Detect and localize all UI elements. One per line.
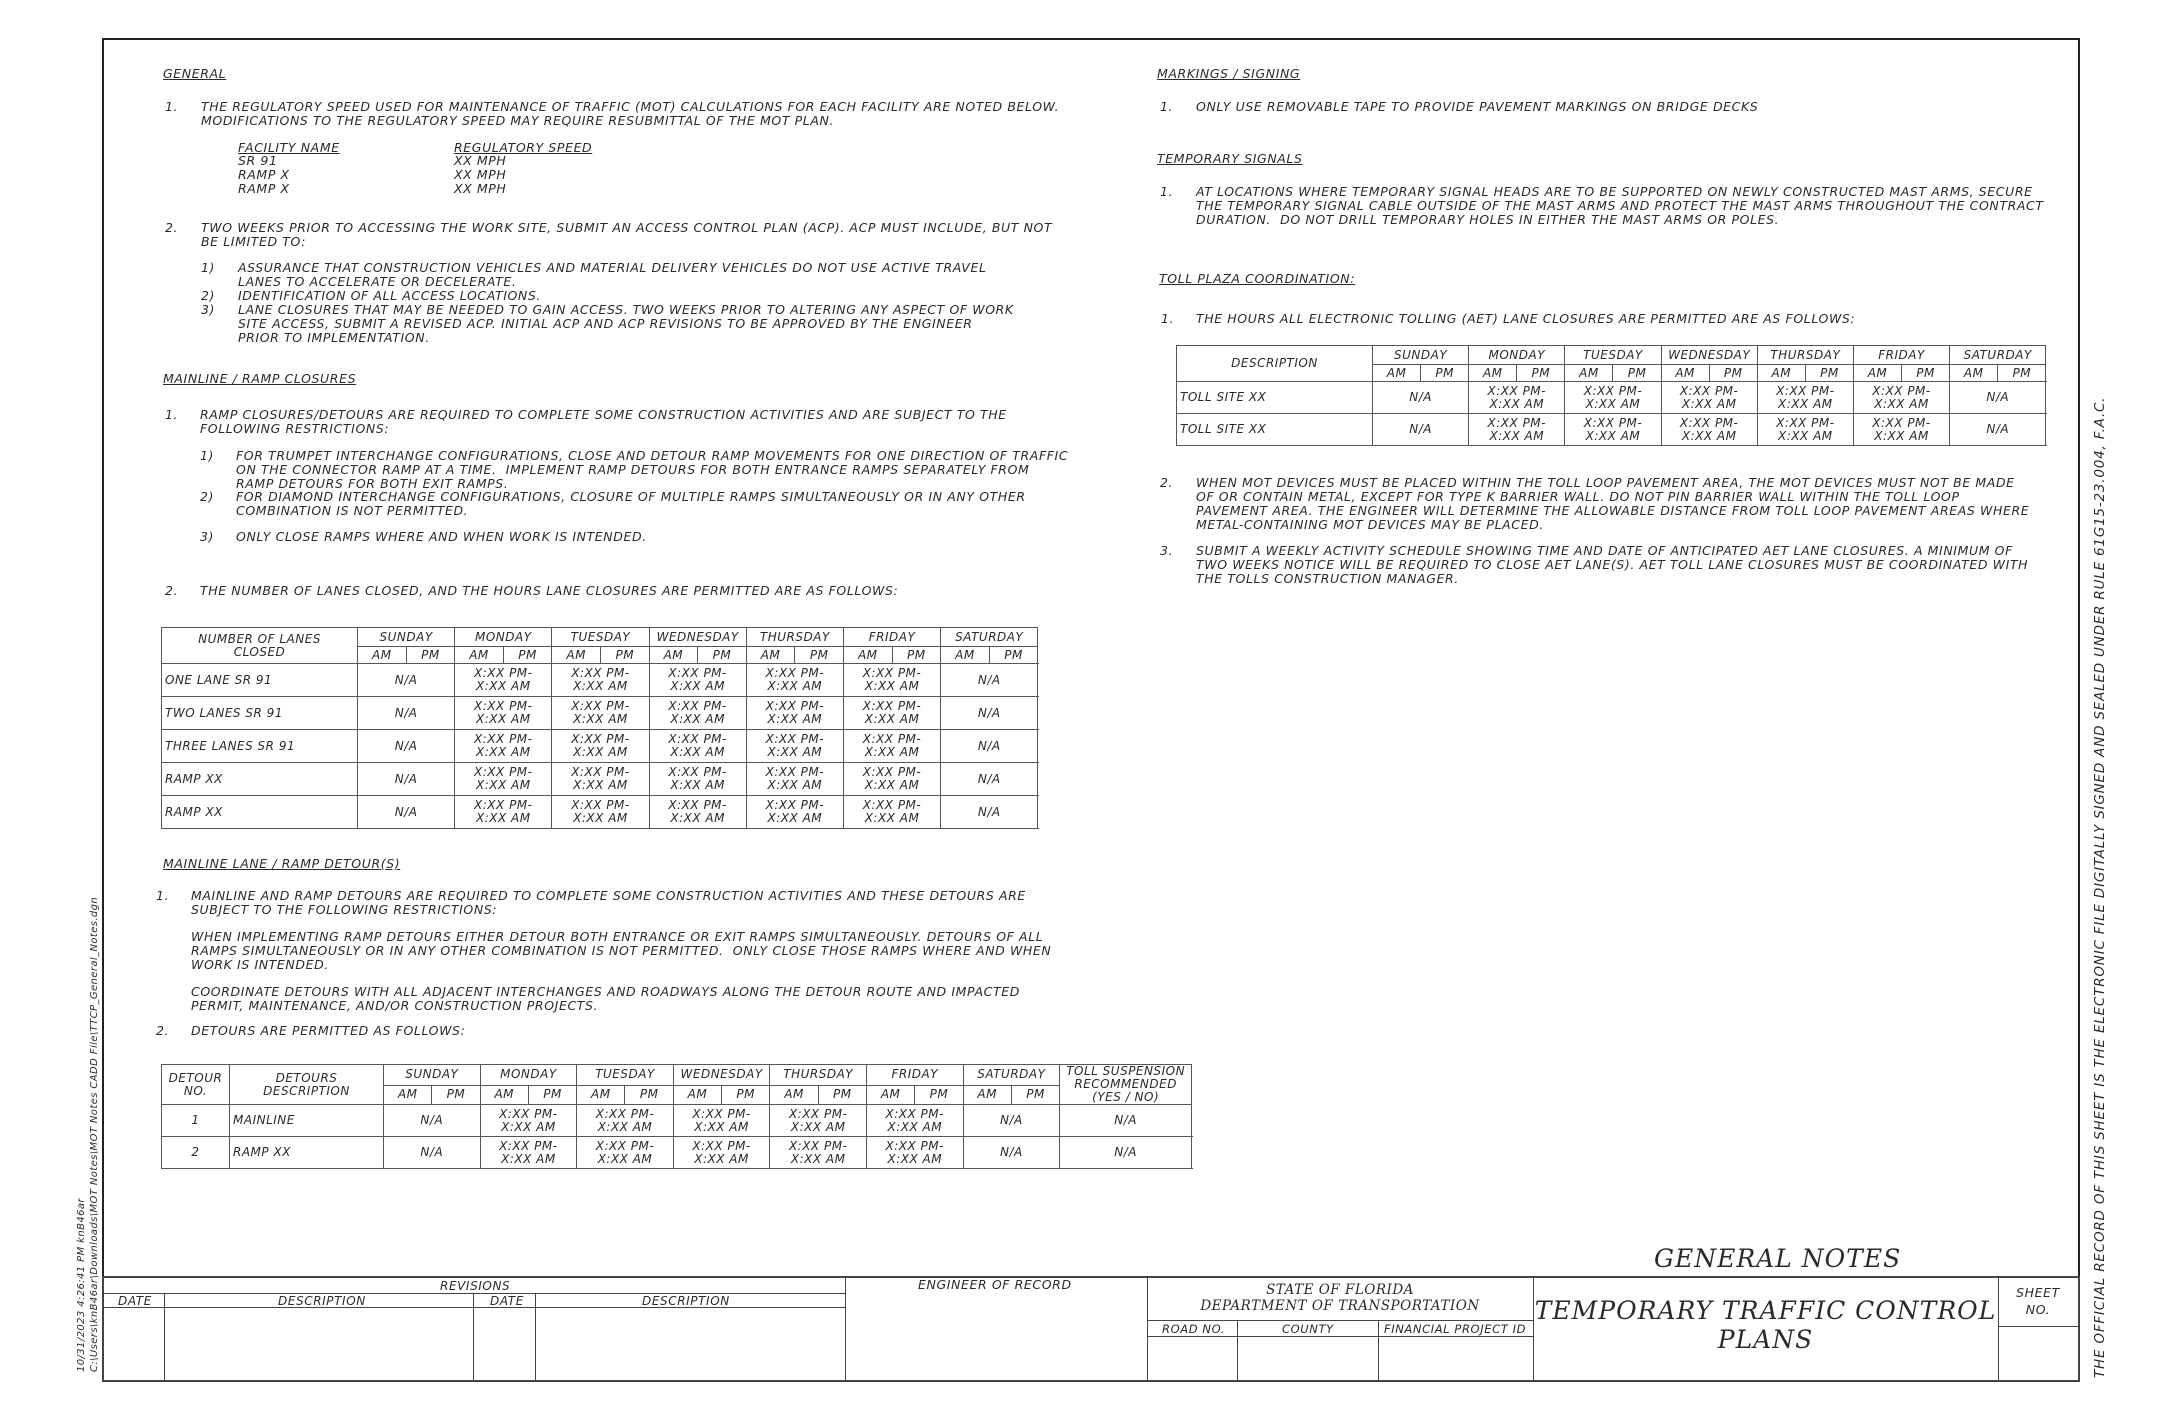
time-window-cell: X:XX PM- X:XX AM: [843, 664, 940, 697]
time-window-cell: X:XX PM- X:XX AM: [1661, 414, 1757, 446]
na-cell: N/A: [358, 730, 455, 763]
rev-description-header: DESCRIPTION: [278, 1294, 366, 1308]
official-record-text: THE OFFICIAL RECORD OF THIS SHEET IS THE ELECTRONIC FILE DIGITALLY SIGNED AND SEALED UNDER RULE 61G15-23.004, F.A.C.: [2092, 396, 2108, 1378]
day-header: WEDNESDAY: [1661, 346, 1757, 365]
am-header: AM: [649, 647, 698, 664]
regulatory-speed-header: REGULATORY SPEED: [454, 140, 593, 155]
mainline-note-1: RAMP CLOSURES/DETOURS ARE REQUIRED TO COMPLETE SOME CONSTRUCTION ACTIVITIES AND ARE SUBJECT TO THE FOLLOWING RESTRICTIONS:: [200, 407, 1007, 436]
na-cell: N/A: [941, 664, 1038, 697]
am-header: AM: [746, 647, 795, 664]
markings-note-1: ONLY USE REMOVABLE TAPE TO PROVIDE PAVEMENT MARKINGS ON BRIDGE DECKS: [1196, 99, 1759, 114]
time-window-cell: X:XX PM- X:XX AM: [746, 664, 843, 697]
detour-note-1-num: 1.: [156, 888, 170, 903]
am-header: AM: [673, 1085, 721, 1104]
na-cell: N/A: [384, 1105, 481, 1137]
pm-header: PM: [892, 647, 941, 664]
toll-note-1-num: 1.: [1161, 311, 1175, 326]
time-window-cell: X:XX PM- X:XX AM: [866, 1105, 963, 1137]
time-window-cell: X:XX PM- X:XX AM: [673, 1137, 770, 1169]
detour-paragraph-1: WHEN IMPLEMENTING RAMP DETOURS EITHER DETOUR BOTH ENTRANCE OR EXIT RAMPS SIMULTANEOUSLY. DETOURS OF ALL RAMPS SIMULTANEOUSLY OR IN ANY OTHER COMBINATION IS NOT PERMITTED. ONLY CLOSE THOSE RAMPS WHERE AND WHEN WORK IS INTENDED.: [191, 929, 1052, 972]
time-window-cell: X:XX PM- X:XX AM: [1469, 414, 1565, 446]
time-window-cell: X:XX PM- X:XX AM: [552, 730, 649, 763]
am-header: AM: [866, 1085, 914, 1104]
na-cell: N/A: [358, 796, 455, 829]
day-header: FRIDAY: [866, 1065, 963, 1086]
plan-title-line-2: PLANS: [1717, 1325, 1814, 1354]
pm-header: PM: [1421, 365, 1469, 382]
file-path-text: C:\Users\knB46ar\Downloads\MOT Notes\MOT Notes CADD File\TTCP_General_Notes.dgn: [89, 896, 100, 1372]
facility-speed: XX MPH: [454, 167, 507, 182]
table-row: [162, 664, 1038, 697]
table-row: [1177, 382, 2046, 414]
na-cell: N/A: [358, 664, 455, 697]
na-cell: N/A: [358, 763, 455, 796]
time-window-cell: X:XX PM- X:XX AM: [843, 763, 940, 796]
am-header: AM: [941, 647, 990, 664]
signals-note-1-num: 1.: [1160, 184, 1174, 199]
pm-header: PM: [1805, 365, 1853, 382]
detour-no-header: DETOUR NO.: [162, 1065, 230, 1105]
pm-header: PM: [915, 1085, 963, 1104]
am-header: AM: [577, 1085, 625, 1104]
na-cell: N/A: [963, 1137, 1060, 1169]
row-label: TWO LANES SR 91: [162, 697, 358, 730]
day-header: THURSDAY: [770, 1065, 867, 1086]
plan-title-line-1: TEMPORARY TRAFFIC CONTROL: [1534, 1296, 1997, 1325]
detour-description: MAINLINE: [230, 1105, 384, 1137]
mainline-sub-3: ONLY CLOSE RAMPS WHERE AND WHEN WORK IS INTENDED.: [236, 529, 647, 544]
revisions-col-line: [473, 1293, 474, 1382]
table-row: [162, 1137, 1192, 1169]
rev-date-header: DATE: [490, 1294, 524, 1308]
time-window-cell: X:XX PM- X:XX AM: [843, 796, 940, 829]
time-window-cell: X:XX PM- X:XX AM: [649, 664, 746, 697]
state-col-line: [1378, 1320, 1379, 1382]
mainline-note-2-num: 2.: [165, 583, 179, 598]
sub-num: 2): [200, 489, 215, 504]
time-window-cell: X:XX PM- X:XX AM: [455, 697, 552, 730]
sheet-divider: [1998, 1326, 2078, 1327]
pm-header: PM: [1998, 365, 2046, 382]
time-window-cell: X:XX PM- X:XX AM: [746, 730, 843, 763]
time-window-cell: X:XX PM- X:XX AM: [455, 763, 552, 796]
rev-date-header: DATE: [118, 1294, 152, 1308]
mainline-note-2: THE NUMBER OF LANES CLOSED, AND THE HOURS LANE CLOSURES ARE PERMITTED ARE AS FOLLOWS:: [200, 583, 899, 598]
time-window-cell: X:XX PM- X:XX AM: [1565, 382, 1661, 414]
day-header: TUESDAY: [552, 628, 649, 647]
time-window-cell: X:XX PM- X:XX AM: [1565, 414, 1661, 446]
day-header: WEDNESDAY: [673, 1065, 770, 1086]
na-cell: N/A: [384, 1137, 481, 1169]
sub-num: 2): [201, 288, 216, 303]
facility-name: RAMP X: [238, 167, 290, 182]
pm-header: PM: [503, 647, 552, 664]
time-window-cell: X:XX PM- X:XX AM: [746, 697, 843, 730]
road-no-label: ROAD NO.: [1162, 1322, 1226, 1336]
row-label: THREE LANES SR 91: [162, 730, 358, 763]
detour-description: RAMP XX: [230, 1137, 384, 1169]
am-header: AM: [552, 647, 601, 664]
time-window-cell: X:XX PM- X:XX AM: [843, 730, 940, 763]
pm-header: PM: [698, 647, 747, 664]
toll-closure-table: [1176, 345, 2046, 446]
markings-heading: MARKINGS / SIGNING: [1157, 66, 1301, 81]
facility-name: SR 91: [238, 153, 278, 168]
am-header: AM: [843, 647, 892, 664]
am-header: AM: [1565, 365, 1613, 382]
table-row: [1177, 414, 2046, 446]
time-window-cell: X:XX PM- X:XX AM: [649, 796, 746, 829]
pm-header: PM: [795, 647, 844, 664]
mainline-note-1-num: 1.: [165, 407, 179, 422]
toll-heading: TOLL PLAZA COORDINATION:: [1159, 271, 1356, 286]
pm-header: PM: [1613, 365, 1661, 382]
am-header: AM: [1661, 365, 1709, 382]
time-window-cell: X:XX PM- X:XX AM: [649, 763, 746, 796]
detour-note-2-num: 2.: [156, 1023, 170, 1038]
detour-no: 2: [162, 1137, 230, 1169]
na-cell: N/A: [1950, 382, 2046, 414]
toll-note-3-num: 3.: [1160, 543, 1174, 558]
county-label: COUNTY: [1282, 1322, 1334, 1336]
pm-header: PM: [1517, 365, 1565, 382]
time-window-cell: X:XX PM- X:XX AM: [480, 1137, 577, 1169]
sub-num: 3): [200, 529, 215, 544]
time-window-cell: X:XX PM- X:XX AM: [770, 1105, 867, 1137]
pm-header: PM: [722, 1085, 770, 1104]
time-window-cell: X:XX PM- X:XX AM: [770, 1137, 867, 1169]
am-header: AM: [1853, 365, 1901, 382]
na-cell: N/A: [1373, 382, 1469, 414]
general-sub-3: LANE CLOSURES THAT MAY BE NEEDED TO GAIN ACCESS. TWO WEEKS PRIOR TO ALTERING ANY ASPECT OF WORK SITE ACCESS, SUBMIT A REVISED ACP. INITIAL ACP AND ACP REVISIONS TO BE APPROVED BY THE ENGINEER PRIOR TO IMPLEMENTATION.: [238, 302, 1014, 345]
revisions-label: REVISIONS: [440, 1279, 511, 1293]
am-header: AM: [480, 1085, 528, 1104]
time-window-cell: X:XX PM- X:XX AM: [577, 1105, 674, 1137]
sub-num: 1): [200, 448, 215, 463]
time-window-cell: X:XX PM- X:XX AM: [866, 1137, 963, 1169]
na-cell: N/A: [963, 1105, 1060, 1137]
sub-num: 3): [201, 302, 216, 317]
row-label: TOLL SITE XX: [1177, 414, 1373, 446]
sheet-title: GENERAL NOTES: [1654, 1244, 1902, 1273]
time-window-cell: X:XX PM- X:XX AM: [455, 730, 552, 763]
time-window-cell: X:XX PM- X:XX AM: [746, 763, 843, 796]
time-window-cell: X:XX PM- X:XX AM: [1853, 414, 1949, 446]
pm-header: PM: [989, 647, 1038, 664]
lane-closure-table: [161, 627, 1038, 829]
general-note-1: THE REGULATORY SPEED USED FOR MAINTENANCE OF TRAFFIC (MOT) CALCULATIONS FOR EACH FACILITY ARE NOTED BELOW. MODIFICATIONS TO THE REGULATORY SPEED MAY REQUIRE RESUBMITTAL OF THE MOT PLAN.: [201, 99, 1060, 128]
pm-header: PM: [625, 1085, 673, 1104]
day-header: SUNDAY: [358, 628, 455, 647]
facility-speed: XX MPH: [454, 181, 507, 196]
description-header: DESCRIPTION: [1177, 346, 1373, 382]
detour-heading: MAINLINE LANE / RAMP DETOUR(S): [163, 856, 401, 871]
general-heading: GENERAL: [163, 66, 227, 81]
na-cell: N/A: [1950, 414, 2046, 446]
signals-heading: TEMPORARY SIGNALS: [1157, 151, 1303, 166]
financial-project-id-label: FINANCIAL PROJECT ID: [1384, 1322, 1527, 1336]
state-label: STATE OF FLORIDA: [1266, 1282, 1414, 1298]
am-header: AM: [1757, 365, 1805, 382]
pm-header: PM: [528, 1085, 576, 1104]
detour-paragraph-2: COORDINATE DETOURS WITH ALL ADJACENT INTERCHANGES AND ROADWAYS ALONG THE DETOUR ROUTE AND IMPACTED PERMIT, MAINTENANCE, AND/OR CONSTRUCTION PROJECTS.: [191, 984, 1020, 1013]
am-header: AM: [1469, 365, 1517, 382]
na-cell: N/A: [941, 763, 1038, 796]
day-header: WEDNESDAY: [649, 628, 746, 647]
mainline-sub-1: FOR TRUMPET INTERCHANGE CONFIGURATIONS, CLOSE AND DETOUR RAMP MOVEMENTS FOR ONE DIRECTION OF TRAFFIC ON THE CONNECTOR RAMP AT A TIME. IMPLEMENT RAMP DETOURS FOR BOTH ENTRANCE RAMPS SEPARATELY FROM RAMP DETOURS FOR BOTH EXIT RAMPS.: [236, 448, 1069, 491]
day-header: MONDAY: [455, 628, 552, 647]
mainline-heading: MAINLINE / RAMP CLOSURES: [163, 371, 357, 386]
pm-header: PM: [1902, 365, 1950, 382]
markings-note-1-num: 1.: [1160, 99, 1174, 114]
day-header: SATURDAY: [941, 628, 1038, 647]
detour-table: [161, 1064, 1192, 1169]
time-window-cell: X:XX PM- X:XX AM: [552, 763, 649, 796]
general-sub-2: IDENTIFICATION OF ALL ACCESS LOCATIONS.: [238, 288, 541, 303]
detour-no: 1: [162, 1105, 230, 1137]
day-header: MONDAY: [480, 1065, 577, 1086]
time-window-cell: X:XX PM- X:XX AM: [480, 1105, 577, 1137]
toll-note-2: WHEN MOT DEVICES MUST BE PLACED WITHIN THE TOLL LOOP PAVEMENT AREA, THE MOT DEVICES MUST NOT BE MADE OF OR CONTAIN METAL, EXCEPT FOR TYPE K BARRIER WALL. DO NOT PIN BARRIER WALL WITHIN THE TOLL LOOP PAVEMENT AREA. THE ENGINEER WILL DETERMINE THE ALLOWABLE DISTANCE FROM TOLL LOOP PAVEMENT AREAS WHERE METAL-CONTAINING MOT DEVICES MAY BE PLACED.: [1196, 475, 2030, 532]
pm-header: PM: [818, 1085, 866, 1104]
sheet-no-label: NO.: [2025, 1302, 2051, 1317]
table-row: [162, 730, 1038, 763]
time-window-cell: X:XX PM- X:XX AM: [1853, 382, 1949, 414]
table-row: [162, 763, 1038, 796]
am-header: AM: [1950, 365, 1998, 382]
am-header: AM: [770, 1085, 818, 1104]
time-window-cell: X:XX PM- X:XX AM: [577, 1137, 674, 1169]
signals-note-1: AT LOCATIONS WHERE TEMPORARY SIGNAL HEADS ARE TO BE SUPPORTED ON NEWLY CONSTRUCTED MAST ARMS, SECURE THE TEMPORARY SIGNAL CABLE OUTSIDE OF THE MAST ARMS AND PROTECT THE MAST ARMS THROUGHOUT THE CONTRACT DURATION. DO NOT DRILL TEMPORARY HOLES IN EITHER THE MAST ARMS OR POLES.: [1196, 184, 2044, 227]
pm-header: PM: [1011, 1085, 1059, 1104]
time-window-cell: X:XX PM- X:XX AM: [455, 796, 552, 829]
toll-note-2-num: 2.: [1160, 475, 1174, 490]
na-cell: N/A: [941, 697, 1038, 730]
time-window-cell: X:XX PM- X:XX AM: [552, 796, 649, 829]
day-header: TUESDAY: [1565, 346, 1661, 365]
day-header: FRIDAY: [843, 628, 940, 647]
engineer-of-record-label: ENGINEER OF RECORD: [918, 1277, 1072, 1292]
detour-note-2: DETOURS ARE PERMITTED AS FOLLOWS:: [191, 1023, 466, 1038]
detour-note-1: MAINLINE AND RAMP DETOURS ARE REQUIRED TO COMPLETE SOME CONSTRUCTION ACTIVITIES AND THESE DETOURS ARE SUBJECT TO THE FOLLOWING RESTRICTIONS:: [191, 888, 1026, 917]
time-window-cell: X:XX PM- X:XX AM: [746, 796, 843, 829]
time-window-cell: X:XX PM- X:XX AM: [673, 1105, 770, 1137]
time-window-cell: X:XX PM- X:XX AM: [552, 664, 649, 697]
state-col-line: [1237, 1320, 1238, 1382]
am-header: AM: [1373, 365, 1421, 382]
time-window-cell: X:XX PM- X:XX AM: [1757, 382, 1853, 414]
dept-label: DEPARTMENT OF TRANSPORTATION: [1200, 1298, 1480, 1314]
na-cell: N/A: [1060, 1137, 1192, 1169]
facility-speed: XX MPH: [454, 153, 507, 168]
na-cell: N/A: [941, 730, 1038, 763]
day-header: SUNDAY: [1373, 346, 1469, 365]
row-label: RAMP XX: [162, 763, 358, 796]
toll-note-3: SUBMIT A WEEKLY ACTIVITY SCHEDULE SHOWING TIME AND DATE OF ANTICIPATED AET LANE CLOSURES. A MINIMUM OF TWO WEEKS NOTICE WILL BE REQUIRED TO CLOSE AET LANE(S). AET TOLL LANE CLOSURES MUST BE COORDINATED WITH THE TOLLS CONSTRUCTION MANAGER.: [1196, 543, 2029, 586]
time-window-cell: X:XX PM- X:XX AM: [649, 730, 746, 763]
day-header: MONDAY: [1469, 346, 1565, 365]
day-header: THURSDAY: [1757, 346, 1853, 365]
day-header: FRIDAY: [1853, 346, 1949, 365]
pm-header: PM: [600, 647, 649, 664]
toll-suspension-header: TOLL SUSPENSION RECOMMENDED (YES / NO): [1060, 1065, 1192, 1105]
general-note-1-num: 1.: [165, 99, 179, 114]
na-cell: N/A: [1060, 1105, 1192, 1137]
day-header: TUESDAY: [577, 1065, 674, 1086]
toll-note-1: THE HOURS ALL ELECTRONIC TOLLING (AET) LANE CLOSURES ARE PERMITTED ARE AS FOLLOWS:: [1196, 311, 1856, 326]
lanes-closed-header: NUMBER OF LANES CLOSED: [162, 628, 358, 664]
am-header: AM: [358, 647, 407, 664]
time-window-cell: X:XX PM- X:XX AM: [1469, 382, 1565, 414]
time-window-cell: X:XX PM- X:XX AM: [1661, 382, 1757, 414]
pm-header: PM: [406, 647, 455, 664]
time-window-cell: X:XX PM- X:XX AM: [1757, 414, 1853, 446]
file-date-text: 10/31/2023 4:26:41 PM knB46ar: [76, 1198, 87, 1372]
na-cell: N/A: [358, 697, 455, 730]
row-label: ONE LANE SR 91: [162, 664, 358, 697]
table-row: [162, 796, 1038, 829]
revisions-col-line: [845, 1276, 846, 1382]
day-header: SATURDAY: [963, 1065, 1060, 1086]
time-window-cell: X:XX PM- X:XX AM: [649, 697, 746, 730]
revisions-col-line: [164, 1293, 165, 1382]
na-cell: N/A: [1373, 414, 1469, 446]
rev-description-header: DESCRIPTION: [642, 1294, 730, 1308]
facility-name: RAMP X: [238, 181, 290, 196]
day-header: THURSDAY: [746, 628, 843, 647]
general-note-2-num: 2.: [165, 220, 179, 235]
state-divider: [1147, 1320, 1533, 1321]
revisions-col-line: [535, 1293, 536, 1382]
time-window-cell: X:XX PM- X:XX AM: [843, 697, 940, 730]
state-divider: [1147, 1336, 1533, 1337]
am-header: AM: [455, 647, 504, 664]
am-header: AM: [963, 1085, 1011, 1104]
na-cell: N/A: [941, 796, 1038, 829]
general-sub-1: ASSURANCE THAT CONSTRUCTION VEHICLES AND MATERIAL DELIVERY VEHICLES DO NOT USE ACTIVE TRAVEL LANES TO ACCELERATE OR DECELERATE.: [238, 260, 987, 289]
pm-header: PM: [432, 1085, 480, 1104]
day-header: SUNDAY: [384, 1065, 481, 1086]
time-window-cell: X:XX PM- X:XX AM: [552, 697, 649, 730]
row-label: TOLL SITE XX: [1177, 382, 1373, 414]
sub-num: 1): [201, 260, 216, 275]
table-row: [162, 697, 1038, 730]
table-row: [162, 1105, 1192, 1137]
row-label: RAMP XX: [162, 796, 358, 829]
detour-description-header: DETOURS DESCRIPTION: [230, 1065, 384, 1105]
mainline-sub-2: FOR DIAMOND INTERCHANGE CONFIGURATIONS, CLOSURE OF MULTIPLE RAMPS SIMULTANEOUSLY OR IN ANY OTHER COMBINATION IS NOT PERMITTED.: [236, 489, 1026, 518]
facility-name-header: FACILITY NAME: [238, 140, 340, 155]
general-note-2: TWO WEEKS PRIOR TO ACCESSING THE WORK SITE, SUBMIT AN ACCESS CONTROL PLAN (ACP). ACP MUST INCLUDE, BUT NOT BE LIMITED TO:: [201, 220, 1053, 249]
am-header: AM: [384, 1085, 432, 1104]
time-window-cell: X:XX PM- X:XX AM: [455, 664, 552, 697]
pm-header: PM: [1709, 365, 1757, 382]
day-header: SATURDAY: [1950, 346, 2046, 365]
sheet-label: SHEET: [2016, 1285, 2060, 1300]
